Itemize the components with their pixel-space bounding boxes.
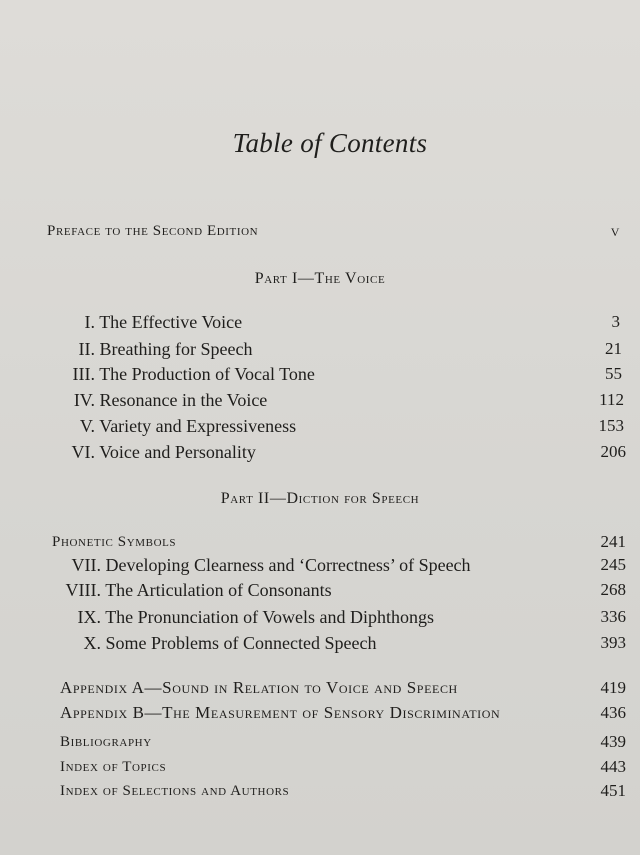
toc-row-chapter — [0, 631, 640, 655]
toc-row-index-selections — [0, 779, 640, 803]
chapter-number: I. — [84, 312, 95, 332]
back-matter-label: Appendix A—Sound in Relation to Voice and Speech — [60, 678, 458, 697]
chapter-page: 268 — [600, 580, 626, 599]
chapter-page: 393 — [600, 633, 626, 652]
toc-row-chapter — [0, 578, 640, 602]
preface-label: Preface to the Second Edition — [47, 223, 259, 239]
chapter-page: 153 — [598, 416, 624, 435]
chapter-title: Resonance in the Voice — [99, 390, 268, 410]
toc-row-preface — [0, 219, 640, 243]
toc-row-chapter — [0, 362, 640, 386]
toc-row-chapter — [0, 310, 640, 334]
chapter-title: Variety and Expressiveness — [99, 416, 297, 436]
chapter-title: Breathing for Speech — [99, 339, 253, 359]
chapter-number: VII. — [71, 555, 101, 575]
toc-row-chapter — [0, 605, 640, 629]
back-matter-page: 439 — [600, 732, 626, 751]
phonetic-page: 241 — [600, 532, 626, 551]
chapter-number: IX. — [77, 607, 101, 627]
back-matter-label: Index of Topics — [60, 759, 167, 775]
preface-page: v — [610, 221, 620, 240]
chapter-number: V. — [79, 416, 95, 436]
chapter-title: Voice and Personality — [99, 442, 256, 462]
back-matter-page: 451 — [600, 781, 626, 800]
page-title: Table of Contents — [232, 128, 428, 158]
toc-row-appendix-a — [0, 676, 640, 700]
back-matter-page: 436 — [600, 703, 626, 722]
chapter-page: 245 — [600, 555, 626, 574]
chapter-number: X. — [83, 633, 101, 653]
chapter-number: VI. — [71, 442, 95, 462]
chapter-page: 336 — [600, 607, 626, 626]
chapter-number: II. — [78, 339, 95, 359]
back-matter-label: Appendix B—The Measurement of Sensory Discrimination — [60, 703, 501, 722]
part1-heading: Part I—The Voice — [254, 270, 386, 287]
chapter-title: Some Problems of Connected Speech — [105, 633, 377, 653]
back-matter-label: Bibliography — [60, 734, 152, 750]
chapter-title: The Production of Vocal Tone — [99, 364, 315, 384]
toc-row-index-topics — [0, 755, 640, 779]
chapter-page: 55 — [605, 364, 622, 383]
toc-row-appendix-b — [0, 701, 640, 725]
toc-row-phonetic — [0, 530, 640, 554]
toc-row-chapter — [0, 553, 640, 577]
back-matter-page: 443 — [600, 757, 626, 776]
chapter-title: The Effective Voice — [99, 312, 243, 332]
chapter-page: 112 — [599, 390, 624, 409]
chapter-title: The Articulation of Consonants — [105, 580, 332, 600]
chapter-page: 206 — [600, 442, 626, 461]
toc-row-chapter — [0, 440, 640, 464]
chapter-number: VIII. — [65, 580, 101, 600]
chapter-page: 3 — [611, 312, 620, 331]
toc-row-chapter — [0, 414, 640, 438]
chapter-title: Developing Clearness and ‘Correctness’ of Speech — [105, 555, 471, 575]
toc-row-bibliography — [0, 730, 640, 754]
chapter-number: III. — [72, 364, 95, 384]
chapter-number: IV. — [73, 390, 95, 410]
back-matter-page: 419 — [600, 678, 626, 697]
chapter-page: 21 — [605, 339, 622, 358]
phonetic-label: Phonetic Symbols — [52, 534, 177, 550]
part2-heading: Part II—Diction for Speech — [220, 490, 420, 507]
chapter-title: The Pronunciation of Vowels and Diphthongs — [105, 607, 434, 627]
toc-row-chapter — [0, 337, 640, 361]
toc-row-chapter — [0, 388, 640, 412]
back-matter-label: Index of Selections and Authors — [60, 783, 290, 799]
